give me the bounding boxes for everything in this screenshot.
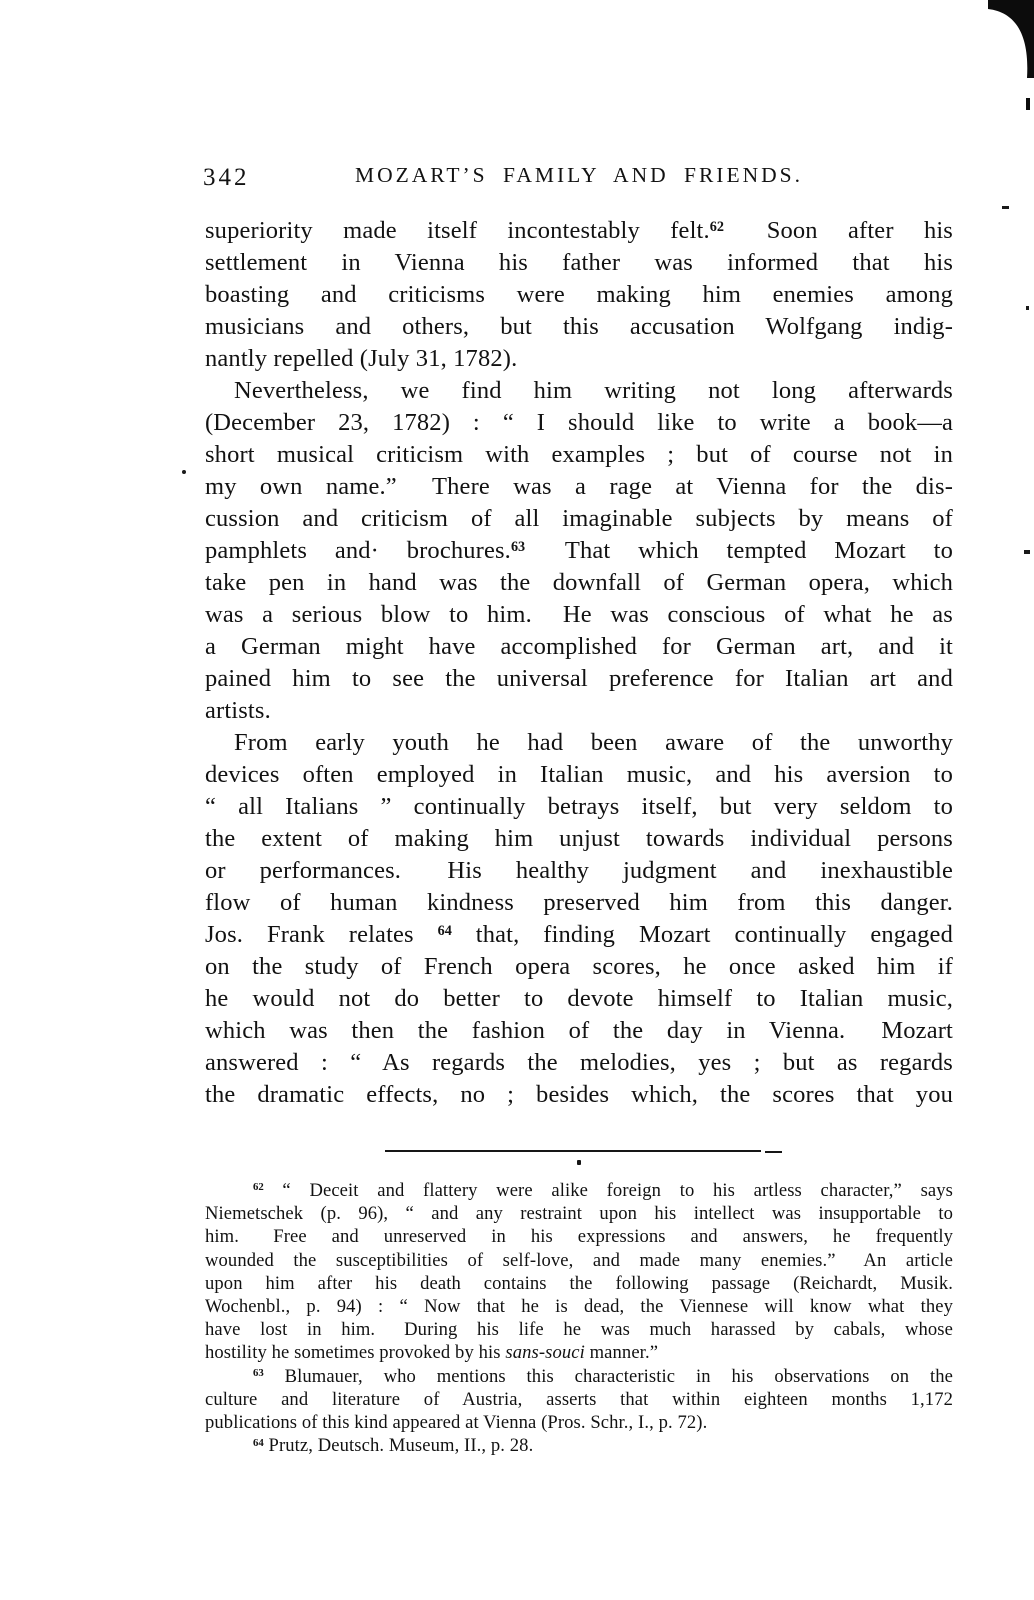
text-line: Jos. Frank relates 64 that, finding Mozart continually engaged xyxy=(205,921,953,948)
text-line xyxy=(205,1079,953,1111)
text-line xyxy=(205,727,953,759)
text-segment: superiority made itself incontestably felt. xyxy=(205,217,710,244)
footnote-separator-rule xyxy=(385,1150,761,1152)
text-segment: From early youth he had been aware of the unworthy xyxy=(234,729,953,756)
text-segment: “ all Italians ” continually betrays itself, but very seldom to xyxy=(205,793,953,820)
text-line xyxy=(205,1202,953,1225)
text-line xyxy=(205,343,953,375)
text-segment: flow of human kindness preserved him from this danger. xyxy=(205,889,953,916)
text-line xyxy=(205,951,953,983)
text-line xyxy=(205,311,953,343)
text-line xyxy=(205,279,953,311)
text-line xyxy=(205,471,953,503)
text-segment: manner.” xyxy=(584,1342,659,1364)
text-line xyxy=(205,1272,953,1295)
text-segment: have lost in him. During his life he was much harassed by cabals, whose xyxy=(205,1319,953,1341)
text-line xyxy=(205,631,953,663)
text-line xyxy=(205,1341,953,1364)
text-line xyxy=(205,663,953,695)
text-line xyxy=(205,407,953,439)
text-segment: upon him after his death contains the following passage (Reichardt, Musik. xyxy=(205,1272,953,1294)
text-segment: on the study of French opera scores, he once asked him if xyxy=(205,953,953,980)
paragraph xyxy=(205,375,953,727)
text-line xyxy=(205,567,953,599)
body-text xyxy=(205,215,953,1111)
text-segment: which was then the fashion of the day in Vienna. Mozart xyxy=(205,1017,953,1044)
scan-speck xyxy=(1024,550,1030,554)
footnote-separator-rule-tail xyxy=(765,1151,782,1153)
scan-corner-artifact xyxy=(984,0,1034,120)
text-line xyxy=(205,1225,953,1248)
text-segment: was a serious blow to him. He was conscious of what he as xyxy=(205,601,953,628)
text-line xyxy=(205,695,953,727)
text-line: 62 “ Deceit and flattery were alike foreign to his artless character,” says xyxy=(253,1180,953,1201)
text-line: pamphlets and· brochures.63 That which tempted Mozart to xyxy=(205,537,953,564)
text-line xyxy=(205,503,953,535)
text-segment: artists. xyxy=(205,697,271,724)
text-segment: that, finding Mozart continually engaged xyxy=(451,921,953,948)
text-segment: Nevertheless, we find him writing not long afterwards xyxy=(234,377,953,404)
paragraph xyxy=(205,215,953,375)
scan-speck xyxy=(1026,306,1029,310)
text-segment: publications of this kind appeared at Vienna (Pros. Schr., I., p. 72). xyxy=(205,1412,708,1434)
italic-text: sans-souci xyxy=(505,1342,585,1364)
text-line xyxy=(205,1411,953,1434)
text-segment: “ Deceit and flattery were alike foreign to his artless character,” says xyxy=(263,1180,953,1201)
paragraph xyxy=(205,1179,953,1365)
text-line xyxy=(205,247,953,279)
text-segment: Niemetschek (p. 96), “ and any restraint upon his intellect was insupportable to xyxy=(205,1203,953,1225)
text-line xyxy=(205,1249,953,1272)
text-segment: settlement in Vienna his father was informed that his xyxy=(205,249,953,276)
text-segment: pained him to see the universal preference for Italian art and xyxy=(205,665,953,692)
text-segment: the dramatic effects, no ; besides which, the scores that you xyxy=(205,1081,953,1108)
paragraph xyxy=(205,1434,953,1457)
text-segment: nantly repelled (July 31, 1782). xyxy=(205,345,518,372)
text-segment: answered : “ As regards the melodies, yes ; but as regards xyxy=(205,1049,953,1076)
text-segment: him. Free and unreserved in his expressions and answers, he frequently xyxy=(205,1226,953,1248)
text-line: 64 Prutz, Deutsch. Museum, II., p. 28. xyxy=(253,1435,534,1457)
text-line xyxy=(205,599,953,631)
text-line xyxy=(205,1318,953,1341)
footnotes xyxy=(205,1179,953,1457)
text-line xyxy=(205,1295,953,1318)
page-number: 342 xyxy=(203,164,250,191)
text-line xyxy=(205,439,953,471)
text-segment: boasting and criticisms were making him enemies among xyxy=(205,281,953,308)
scan-speck xyxy=(1002,206,1009,209)
text-line: 63 Blumauer, who mentions this characteristic in his observations on the xyxy=(253,1365,953,1387)
text-segment: Prutz, Deutsch. Museum, II., p. 28. xyxy=(263,1435,534,1457)
text-segment: musicians and others, but this accusation Wolfgang indig- xyxy=(205,313,953,340)
text-line: superiority made itself incontestably felt.62 Soon after his xyxy=(205,217,953,244)
text-line xyxy=(205,1015,953,1047)
text-segment: devices often employed in Italian music, and his aversion to xyxy=(205,761,953,788)
text-segment: short musical criticism with examples ; but of course not in xyxy=(205,441,953,468)
scan-speck xyxy=(577,1160,581,1165)
text-line xyxy=(205,823,953,855)
text-segment: or performances. His healthy judgment and inexhaustible xyxy=(205,857,953,884)
paragraph xyxy=(205,1365,953,1435)
text-segment: wounded the susceptibilities of self-love, and made many enemies.” An article xyxy=(205,1249,953,1271)
text-line xyxy=(205,375,953,407)
text-segment: cussion and criticism of all imaginable subjects by means of xyxy=(205,505,953,532)
text-segment: a German might have accomplished for German art, and it xyxy=(205,633,953,660)
text-segment: (December 23, 1782) : “ I should like to write a book—a xyxy=(205,409,953,436)
text-segment: the extent of making him unjust towards individual persons xyxy=(205,825,953,852)
text-segment: Jos. Frank relates xyxy=(205,921,438,948)
text-segment: culture and literature of Austria, asserts that within eighteen months 1,172 xyxy=(205,1388,953,1410)
text-segment: hostility he sometimes provoked by his xyxy=(205,1342,506,1364)
scan-speck xyxy=(182,470,186,474)
text-line xyxy=(205,791,953,823)
text-line xyxy=(205,1388,953,1411)
text-segment: take pen in hand was the downfall of German opera, which xyxy=(205,569,953,596)
text-line xyxy=(205,855,953,887)
text-line xyxy=(205,887,953,919)
running-header-title: MOZART’S FAMILY AND FRIENDS. xyxy=(355,163,803,187)
text-segment: he would not do better to devote himself to Italian music, xyxy=(205,985,953,1012)
paragraph xyxy=(205,727,953,1111)
text-line xyxy=(205,983,953,1015)
text-segment: Wochenbl., p. 94) : “ Now that he is dead, the Viennese will know what they xyxy=(205,1296,953,1318)
text-line xyxy=(205,1047,953,1079)
text-segment: Blumauer, who mentions this characteristic in his observations on the xyxy=(263,1365,953,1387)
text-segment: pamphlets and· brochures. xyxy=(205,537,511,564)
text-line xyxy=(205,759,953,791)
page-header xyxy=(205,163,953,193)
text-segment: That which tempted Mozart to xyxy=(525,537,953,564)
text-segment: my own name.” There was a rage at Vienna for the dis- xyxy=(205,473,953,500)
text-segment: Soon after his xyxy=(723,217,953,244)
